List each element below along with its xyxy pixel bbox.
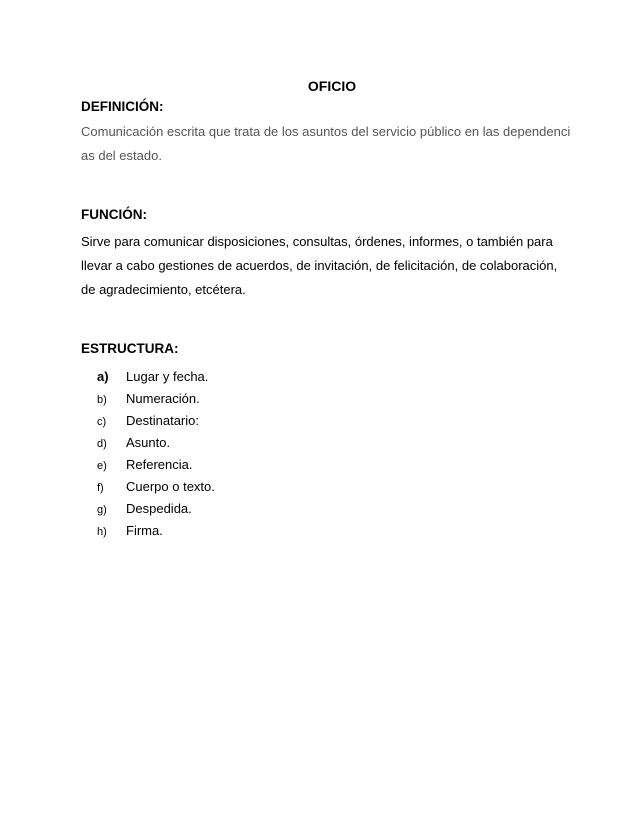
list-item-text: Cuerpo o texto. [126, 479, 215, 494]
list-item [97, 366, 215, 388]
list-marker: e) [97, 460, 107, 472]
list-item [97, 520, 215, 542]
list-marker: b) [97, 394, 107, 406]
definicion-line: as del estado. [81, 148, 162, 163]
list-item-text: Numeración. [126, 391, 200, 406]
list-item [97, 388, 215, 410]
funcion-paragraph [81, 230, 581, 302]
document-title: OFICIO [307, 78, 357, 94]
list-marker: h) [97, 526, 107, 538]
list-item [97, 454, 215, 476]
list-item [97, 498, 215, 520]
estructura-list [97, 366, 215, 542]
funcion-line: de agradecimiento, etcétera. [81, 282, 246, 297]
list-item-text: Lugar y fecha. [126, 369, 209, 384]
list-marker: c) [97, 416, 107, 428]
list-item [97, 410, 215, 432]
funcion-line: Sirve para comunicar disposiciones, consultas, órdenes, informes, o también para [81, 234, 553, 249]
list-item [97, 432, 215, 454]
estructura-heading: ESTRUCTURA: [81, 341, 179, 356]
definicion-paragraph [81, 120, 581, 168]
list-marker: g) [97, 504, 107, 516]
list-item-text: Despedida. [126, 501, 192, 516]
list-marker: f) [97, 482, 104, 494]
funcion-heading: FUNCIÓN: [81, 207, 147, 222]
definicion-heading: DEFINICIÓN: [81, 99, 164, 114]
funcion-line: llevar a cabo gestiones de acuerdos, de invitación, de felicitación, de colaboración, [81, 258, 558, 273]
list-marker: d) [97, 438, 107, 450]
list-marker: a) [97, 369, 109, 384]
list-item-text: Destinatario: [126, 413, 199, 428]
list-item-text: Asunto. [126, 435, 171, 450]
list-item-text: Referencia. [126, 457, 193, 472]
definicion-line: Comunicación escrita que trata de los asuntos del servicio público en las dependenci [81, 124, 571, 139]
list-item [97, 476, 215, 498]
list-item-text: Firma. [126, 523, 163, 538]
